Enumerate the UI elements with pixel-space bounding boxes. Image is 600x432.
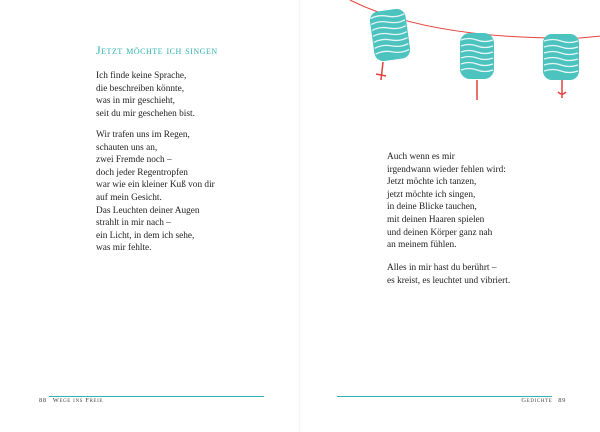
poem-line: ein Licht, in dem ich sehe,: [96, 230, 195, 241]
poem-line: Wir trafen uns im Regen,: [96, 130, 190, 140]
poem-line: es kreist, es leuchtet und vibriert.: [387, 275, 511, 286]
poem-line: was mir fehlte.: [96, 243, 152, 254]
poem-line: mit deinen Haaren spielen: [387, 214, 485, 225]
stanza-4: [387, 262, 510, 287]
page-number-left: 88: [39, 397, 47, 404]
stanza-3: [387, 151, 506, 252]
lantern-icon: [369, 8, 412, 80]
poem-line: seit du mir geschehen bist.: [96, 108, 195, 119]
poem-line: Jetzt möchte ich tanzen,: [387, 177, 477, 188]
poem-line: und deinen Körper ganz nah: [387, 227, 493, 238]
poem-line: strahlt in mir nach –: [96, 218, 171, 229]
footer-rule-right: [337, 396, 552, 397]
poem-title: Jetzt möchte ich singen: [96, 43, 218, 57]
poem-line: die beschreiben könnte,: [96, 83, 185, 94]
poem-line: irgendwann wieder fehlen wird:: [387, 164, 506, 175]
poem-line: Das Leuchten deiner Augen: [96, 205, 200, 216]
footer-right: [521, 397, 566, 404]
lantern-garland-illustration: [340, 0, 600, 110]
poem-line: jetzt möchte ich singen,: [387, 189, 476, 200]
poem-line: in deine Blicke tauchen,: [387, 202, 477, 213]
poem-line: was in mir geschieht,: [96, 96, 176, 107]
running-head-left: Wege ins Freie: [52, 397, 103, 404]
poem-line: war wie ein kleiner Kuß von dir: [96, 180, 215, 191]
page-number-right: 89: [558, 397, 566, 404]
stanza-2: [96, 129, 215, 255]
running-head-right: Gedichte: [521, 397, 553, 404]
poem-line: zwei Fremde noch –: [96, 155, 172, 166]
lantern-icon: [543, 34, 579, 98]
poem-line: an meinem fühlen.: [387, 240, 457, 251]
poem-line: auf mein Gesicht.: [96, 192, 162, 203]
poem-line: Auch wenn es mir: [387, 152, 455, 162]
poem-line: doch jeder Regentropfen: [96, 167, 188, 178]
poem-line: Ich finde keine Sprache,: [96, 71, 187, 81]
poem-line: Alles in mir hast du berührt –: [387, 263, 497, 273]
poem-line: schauten uns an,: [96, 142, 158, 153]
lantern-icon: [460, 33, 494, 100]
page-gutter: [299, 0, 301, 432]
footer-left: [39, 397, 103, 404]
stanza-1: [96, 70, 195, 120]
